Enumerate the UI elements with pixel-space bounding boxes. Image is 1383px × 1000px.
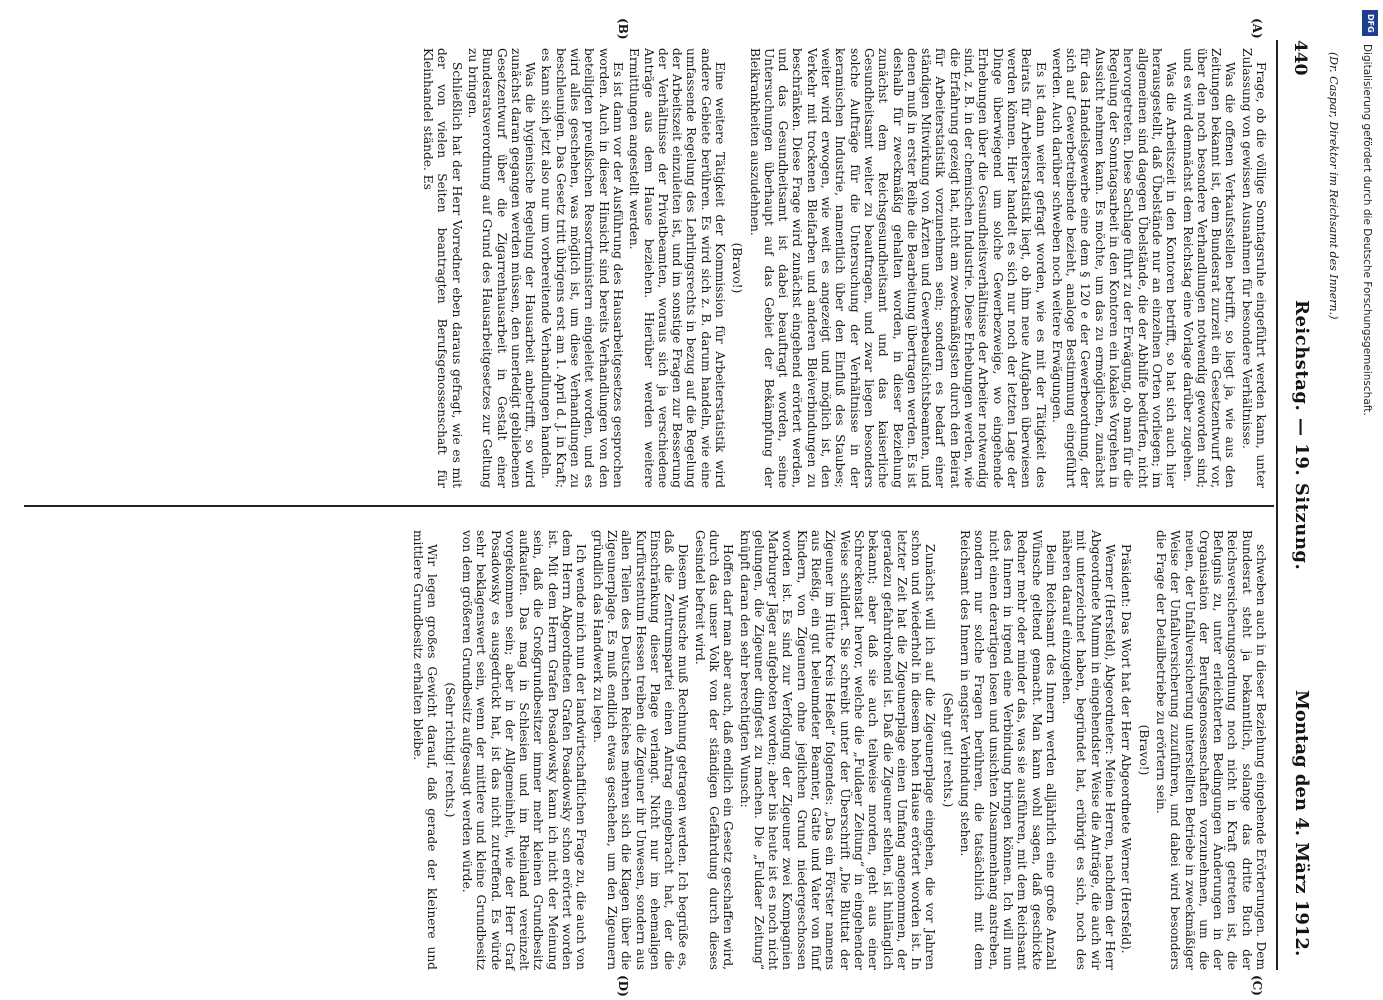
applause-note: (Bravo!) <box>1136 724 1151 776</box>
paragraph: Was die offenen Verkaufsstellen betrifft, so liegt ja, wie aus den Zeitungen bekannt ist, dem Bundesrat zurzeit ein Gesetzentwurf vor, über den noch besondere Verhandlungen notwendig geworden sind; und es wird demnächst dem Reichstag eine Vorlage darüber zugehen. <box>1180 48 1238 488</box>
paragraph: Beim Reichsamt des Innern werden alljährlich eine große Anzahl Wünsche geltend gemacht. Man kann wohl sagen, daß geschickte Redner mehr oder minder das, was sie ausführen, mit dem Reichsamt des Innern in irgend eine Verbindung bringen können. Ich will nun nicht einen derartigen losen und unsichten Zusammenhang anstreben, sondern nur solche Fragen berühren, die tatsächlich mit dem Reichsamt des Innern in engster Verbindung stehen. <box>958 530 1058 970</box>
digitization-sidebar <box>1359 4 1381 994</box>
column-divider <box>24 505 1274 507</box>
paragraph: Was die hygienische Regelung der Hausarbeit anbetrifft, so wird zunächst daran gegangen werden müssen, den unerledigt gebliebenen Gesetzentwurf über die Zigarrenhausarbeit in Gestalt einer Bundesratsverordnung auf Grund des Hausarbeitgesetzes zur Geltung zu bringen. <box>465 48 538 488</box>
paragraph: Präsident: Das Wort hat der Herr Abgeordnete Werner (Hersfeld). <box>1119 544 1134 954</box>
margin-marker-b: (B) <box>616 18 630 40</box>
left-column <box>419 48 1268 488</box>
speaker-note: (Dr. Caspar, Direktor im Reichsamt des Innern.) <box>1327 52 1340 320</box>
interjection-note: (Sehr gut! rechts.) <box>940 692 955 808</box>
paragraph: Werner (Hersfeld), Abgeordneter: Meine Herren, nachdem der Herr Abgeordnete Mumm in eingehendster Weise die Anträge, die auch wir mit unterzeichnet haben, begründet hat, erübrigt es sich, noch des näheren darauf einzugehen. <box>1060 530 1118 970</box>
paragraph: Es ist dann vor der Ausführung des Hausarbeitgesetzes gesprochen worden. Auch in dieser Hinsicht sind bereits Verhandlungen von den beteiligten preußischen Ressortministern eingeleitet worden, und es wird alles geschehen, was möglich ist, um diese Verhandlungen zu beschleunigen. Das Gesetz tritt übrigens erst am 1. April d. J. in Kraft; es kann sich jetzt also nur um vorbereitende Verhandlungen handeln. <box>539 48 625 488</box>
session-title: Reichstag. — 19. Sitzung. <box>1291 300 1312 571</box>
rotated-page-content <box>10 0 1350 1000</box>
interjection-note: (Sehr richtig! rechts.) <box>442 682 457 818</box>
paragraph: Wir legen großes Gewicht darauf, daß gerade der kleinere und mittlere Grundbesitz erhalten bleibe. <box>411 530 440 970</box>
paragraph: Frage, ob die völlige Sonntagsruhe eingeführt werden kann, unter Zulassung von gewissen Ausnahmen für besondere Verhältnisse. <box>1239 48 1268 488</box>
margin-marker-c: (C) <box>1250 975 1264 996</box>
paragraph: Eine weitere Tätigkeit der Kommission für Arbeiterstatistik wird andere Gebiete berühren. Es wird sich z. B. darum handeln, wie eine umfassende Regelung des Lehrlingsrechts in bezug auf die Regelung der Arbeitszeit einzuleiten ist, und im sonstige Fragen zur Besserung der Verhältnisse der Privatbeamten, woraus sich ja verschiedene Anträge aus dem Hause beziehen. Hierüber werden weitere Ermittlungen angestellt werden. <box>627 48 728 488</box>
paragraph: Ich wende mich nun der landwirtschaftlichen Frage zu, die auch von dem Herrn Abgeordneten Grafen Posadowsky schon erörtert worden ist. Mit dem Herrn Grafen Posadowsky kann ich nicht der Meinung sein, daß die Großgrundbesitzer immer mehr kleinen Grundbesitz aufkaufen. Das mag in Schlesien und im Rheinland vereinzelt vorgekommen sein; aber in der Allgemeinheit, wie der Herr Graf Posadowsky es ausgedrückt hat, ist das nicht zutreffend. Es würde sehr beklagenswert sein, wenn der mittlere und kleine Grundbesitz von dem größeren Grundbesitz aufgesaugt werden würde. <box>459 530 589 970</box>
page-number: 440 <box>1290 40 1310 76</box>
dfg-logo: DFG <box>1362 10 1378 36</box>
page-header <box>1278 40 1340 970</box>
funding-credit: Digitalisierung gefördert durch die Deutsche Forschungsgemeinschaft. <box>1361 44 1373 416</box>
right-column <box>409 530 1268 970</box>
session-date: Montag den 4. März 1912. <box>1291 690 1312 957</box>
quote-paragraph: Hoffen darf man aber auch, daß endlich ein Gesetz geschaffen wird, durch das unser Volk von der ständigen Gefährdung durch dieses Gesindel befreit wird. <box>692 530 736 970</box>
margin-marker-a: (A) <box>1250 18 1264 39</box>
paragraph: Schließlich hat der Herr Vorredner eben daraus gefragt, wie es mit der von vielen Seiten beantragten Berufsgenossenschaft für Kleinhandel stände. Es <box>421 48 464 488</box>
paragraph: Was die Arbeitszeit in den Kontoren betrifft, so hat sich auch hier herausgestellt, daß Übelstände nur an einzelnen Orten vorliegen; im allgemeinen sind dagegen Übelstände, die der Abhilfe bedürfen, nicht hervorgetreten. Diese Sachlage führt zu der Erwägung, ob man für die Regelung der Sonntagsarbeit in den Kontoren ein lokales Vorgehen in Aussicht nehmen kann. Es möchte, um das zu ermöglichen, zunächst für das Handelsgewerbe eine dem § 120 e der Gewerbeordnung, der sich auf Gewerbetreibende bezieht, analoge Bestimmung eingeführt werden. Auch darüber schweben noch weitere Erwägungen. <box>1049 48 1179 488</box>
paragraph: Zunächst will ich auf die Zigeunerplage eingehen, die vor Jahren schon und wiederholt in diesem hohen Hause erörtert worden ist. In letzter Zeit hat die Zigeunerplage einen Umfang angenommen, der geradezu gefahrdrohend ist. Daß die Zigeuner stehlen, ist hinlänglich bekannt; aber daß sie auch teilweise morden, geht aus einer Schreckenstat hervor, welche die „Fuldaer Zeitung“ in eingehender Weise schildert. Sie schreibt unter der Überschrift „Die Bluttat der Zigeuner im Hütte Kreis Heßel“ folgendes: „Das ein Förster namens aus Rießig, ein gut beleumdeter Beamter, Gatte und Vater von fünf Kindern, von Zigeunern ohne jeglichen Grund niedergeschossen worden ist. Es sind zur Verfolgung der Zigeuner zwei Kompagnien Marburger Jäger aufgeboten worden; aber bis heute ist es noch nicht gelungen, die Zigeuner dingfest zu machen. Die „Fuldaer Zeitung“ knüpft daran den sehr berechtigten Wunsch: <box>737 530 938 970</box>
applause-note: (Bravo!) <box>730 242 745 294</box>
paragraph: Es ist dann weiter gefragt worden, wie es mit der Tätigkeit des Beirats für Arbeiterstatistik liegt, ob ihm neue Aufgaben überwiesen werden können. Hier handelt es sich nur noch der letzten Lage der Dinge überwiegend um solche Gewerbezweige, wo eingehende Erhebungen über die Gesundheitsverhältnisse der Arbeiter notwendig sind, z. B. in der chemischen Industrie. Diese Erhebungen werden, wie die Erfahrung gezeigt hat, nicht am zweckmäßigsten durch den Beirat für Arbeiterstatistik vorzunehmen sein; sondern es bedarf einer ständigen Mitwirkung von Ärzten und Gewerbeaufsichtsbeamten, und denen muß in erster Reihe die Bearbeitung übertragen werden. Es ist deshalb für zweckmäßig gehalten worden, in dieser Beziehung zunächst dem Reichsgesundheitsamt und das kaiserliche Gesundheitsamt weiter zu beauftragen, und zwar liegen besonders solche Aufträge für die Untersuchung der Verhältnisse in der keramischen Industrie, namentlich über den Einfluß des Staubes; weiter wird erwogen, wie weit es angezeigt und möglich ist, den Verkehr mit trockenen Bleifarben und anderen Bleiverbindungen zu beschränken. Diese Frage wird zunächst eingehend erörtert werden, und das Gesundheitsamt ist dabei beauftragt worden, seine Untersuchungen überhaupt auf das Gebiet der Bekämpfung der Bleikrankheiten auszudehnen. <box>747 48 1048 488</box>
paragraph: Diesem Wunsche muß Rechnung getragen werden. Ich begrüße es, daß die Zentrumspartei einen Antrag eingebracht hat, der die Einschränkung dieser Plage verlangt. Nicht nur im ehemaligen Kurfürstentum Hessen treiben die Zigeuner ihr Unwesen, sondern aus allen Teilen des Deutschen Reiches mehren sich die Klagen über die Zigeunerplage. Es muß endlich etwas geschehen, um den Zigeunern gründlich das Handwerk zu legen. <box>590 530 691 970</box>
header-rule <box>1276 40 1278 970</box>
paragraph: schweben auch in dieser Beziehung eingehende Erörterungen. Dem Bundesrat steht ja bekanntlich, solange das dritte Buch der Reichsversicherungsordnung noch nicht in Kraft getreten ist, die Befugnis zu, unter erleichterten Bedingungen Änderungen in der Organisation der Berufsgenossenschaften vorzunehmen, um die neuen, der Unfallversicherung unterstellten Betriebe in zweckmäßiger Weise der Unfallversicherung zuzuführen, und dabei wird besonders die Frage der Detailbetriebe zu erörtern sein. <box>1153 530 1268 970</box>
margin-marker-d: (D) <box>616 975 630 997</box>
